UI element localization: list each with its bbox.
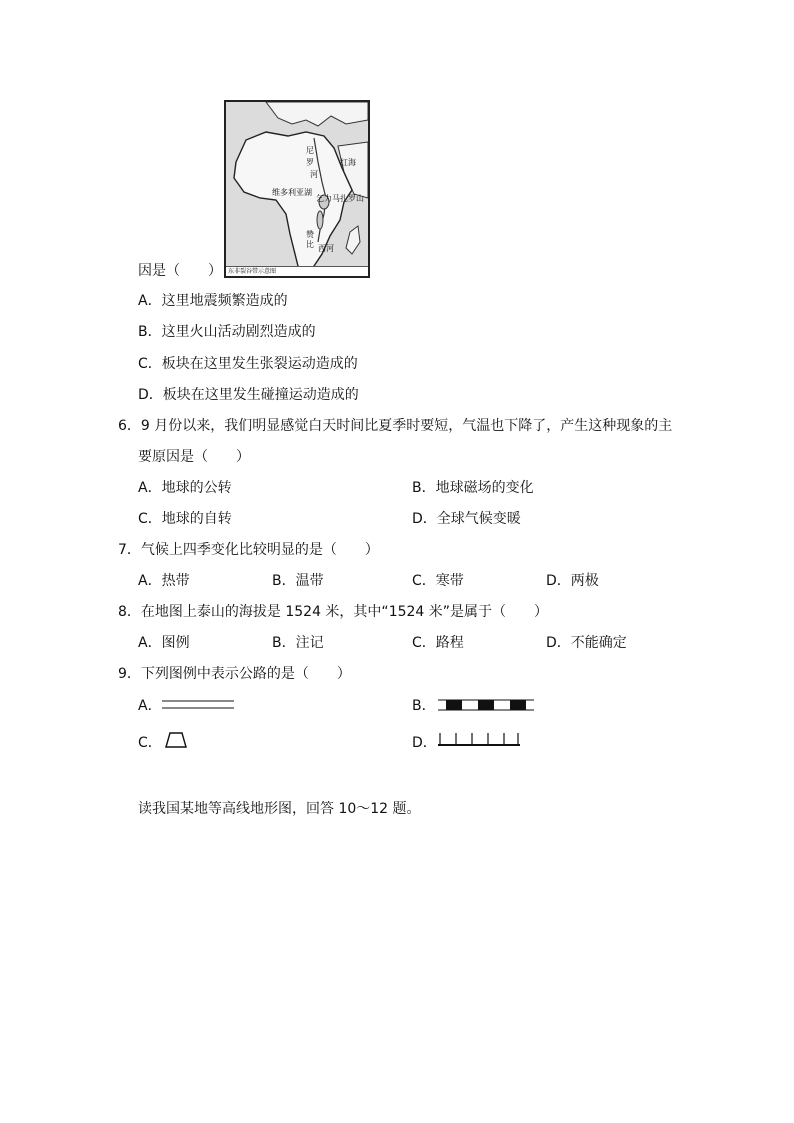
reading-instruction: 读我国某地等高线地形图，回答 10～12 题。: [138, 801, 421, 817]
q7-option-b[interactable]: B．温带: [272, 573, 324, 589]
q5-option-c[interactable]: C．板块在这里发生张裂运动造成的: [138, 356, 358, 372]
q9-stem: 9．下列图例中表示公路的是（ ）: [118, 666, 351, 682]
q9-option-c[interactable]: [138, 734, 162, 752]
map-label-lake-victoria: 维多利亚湖: [272, 188, 312, 197]
q8-option-b[interactable]: B．注记: [272, 635, 324, 651]
map-label-nile-3: 河: [310, 170, 318, 179]
q8-option-c[interactable]: C．路程: [412, 635, 464, 651]
q9-option-d-letter: D．: [412, 735, 437, 751]
q9-option-a-letter: A．: [138, 698, 162, 714]
q9-option-a[interactable]: [138, 697, 162, 715]
q9-option-b-letter: B．: [412, 698, 436, 714]
q7-option-d[interactable]: D．两极: [546, 573, 599, 589]
map-label-kilimanjaro: 乞力马扎罗山: [316, 194, 364, 203]
q6-option-a[interactable]: A．地球的公转: [138, 480, 232, 496]
q7-option-a[interactable]: A．热带: [138, 573, 190, 589]
q6-option-c[interactable]: C．地球的自转: [138, 511, 232, 527]
q7-option-c[interactable]: C．寒带: [412, 573, 464, 589]
map-label-zambezi-3: 西河: [318, 244, 334, 253]
q9-option-b[interactable]: [412, 697, 436, 715]
tunnel-icon: [164, 731, 188, 749]
q7-stem: 7．气候上四季变化比较明显的是（ ）: [118, 542, 379, 558]
q5-option-a[interactable]: A．这里地震频繁造成的: [138, 293, 288, 309]
q8-option-d[interactable]: D．不能确定: [546, 635, 627, 651]
double-line-road-icon: [162, 699, 234, 711]
q5-option-d[interactable]: D．板块在这里发生碰撞运动造成的: [138, 387, 359, 403]
railway-icon: [438, 698, 534, 712]
q5-stem-tail: 因是（ ）: [138, 263, 222, 279]
q6-stem-line-2: 要原因是（ ）: [138, 449, 250, 465]
q8-option-a[interactable]: A．图例: [138, 635, 190, 651]
map-label-zambezi-2: 比: [306, 240, 314, 249]
q6-option-b[interactable]: B．地球磁场的变化: [412, 480, 534, 496]
map-label-red-sea: 红海: [340, 158, 356, 167]
q9-option-c-letter: C．: [138, 735, 162, 751]
map-caption: 东非裂谷带示意图: [226, 266, 368, 276]
q8-stem: 8．在地图上泰山的海拔是 1524 米，其中“1524 米”是属于（ ）: [118, 604, 549, 620]
q6-option-d[interactable]: D．全球气候变暖: [412, 511, 521, 527]
map-label-zambezi-1: 赞: [306, 230, 314, 239]
africa-rift-map: [224, 100, 370, 278]
railway-bridge-icon: [438, 731, 520, 749]
map-label-nile-1: 尼: [306, 146, 314, 155]
q9-option-d[interactable]: [412, 734, 437, 752]
q5-option-b[interactable]: B．这里火山活动剧烈造成的: [138, 324, 316, 340]
map-label-nile-2: 罗: [306, 158, 314, 167]
q6-stem-line-1: 6．9 月份以来，我们明显感觉白天时间比夏季时要短，气温也下降了，产生这种现象的主: [118, 418, 673, 434]
